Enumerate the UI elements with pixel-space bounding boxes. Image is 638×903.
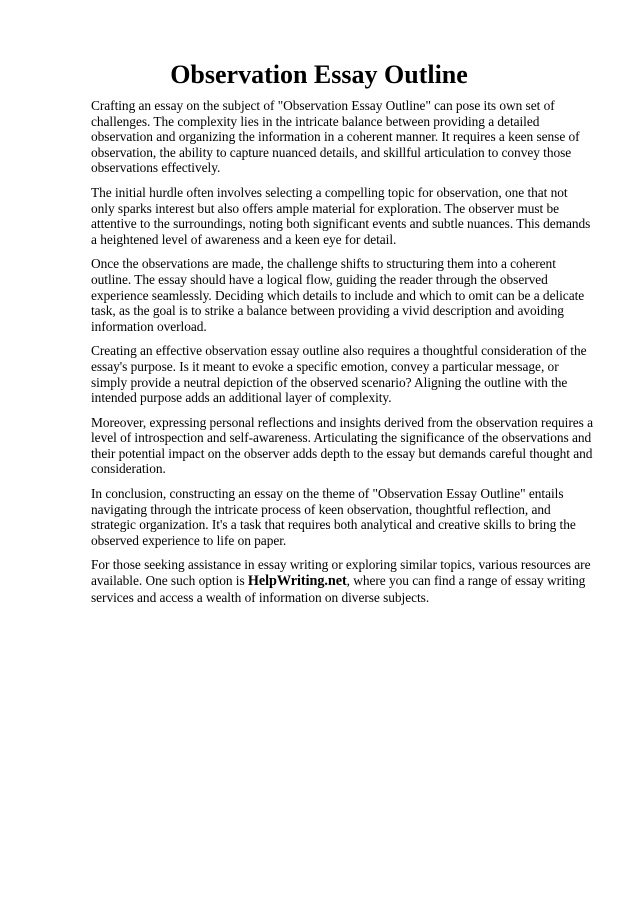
paragraph-7-after-link: , where you can find a range of essay writing services and access a wealth of information on diverse subjects. [91, 573, 586, 605]
paragraph-5: Moreover, expressing personal reflections and insights derived from the observation requires a level of introspection and self-awareness. Articulating the significance of the observations and their potential impact on the observer adds depth to the essay but demands careful thought and consideration. [91, 414, 593, 477]
helpwriting-link[interactable]: HelpWriting.net [247, 573, 347, 590]
paragraph-7-before-link: For those seeking assistance in essay writing or exploring similar topics, various resources are available. One such option is [91, 557, 591, 589]
paragraph-1: Crafting an essay on the subject of "Observation Essay Outline" can pose its own set of challenges. The complexity lies in the intricate balance between providing a detailed observation and organizing the information in a coherent manner. It requires a keen sense of observation, the ability to capture nuanced details, and skillful articulation to convey those observations effectively. [91, 98, 580, 176]
document-body [91, 98, 594, 614]
paragraph-3: Once the observations are made, the challenge shifts to structuring them into a coherent outline. The essay should have a logical flow, guiding the reader through the observed experience seamlessly. Deciding which details to include and which to omit can be a delicate task, as the goal is to strike a balance between providing a vivid description and avoiding information overload. [91, 256, 585, 334]
document-title: Observation Essay Outline [170, 60, 468, 89]
paragraph-4: Creating an effective observation essay outline also requires a thoughtful consideration of the essay's purpose. Is it meant to evoke a specific emotion, convey a particular message, or simply provide a neutral depiction of the observed scenario? Aligning the outline with the intended purpose adds an additional layer of complexity. [91, 343, 587, 406]
paragraph-6: In conclusion, constructing an essay on the theme of "Observation Essay Outline" entails navigating through the intricate process of keen observation, thoughtful reflection, and strategic organization. It's a task that requires both analytical and creative skills to bring the observed experience to life on paper. [91, 486, 576, 548]
paragraph-7 [91, 557, 594, 605]
paragraph-2: The initial hurdle often involves selecting a compelling topic for observation, one that not only sparks interest but also offers ample material for exploration. The observer must be attentive to the surroundings, noting both significant events and subtle nuances. This demands a heightened level of awareness and a keen eye for detail. [91, 184, 591, 247]
